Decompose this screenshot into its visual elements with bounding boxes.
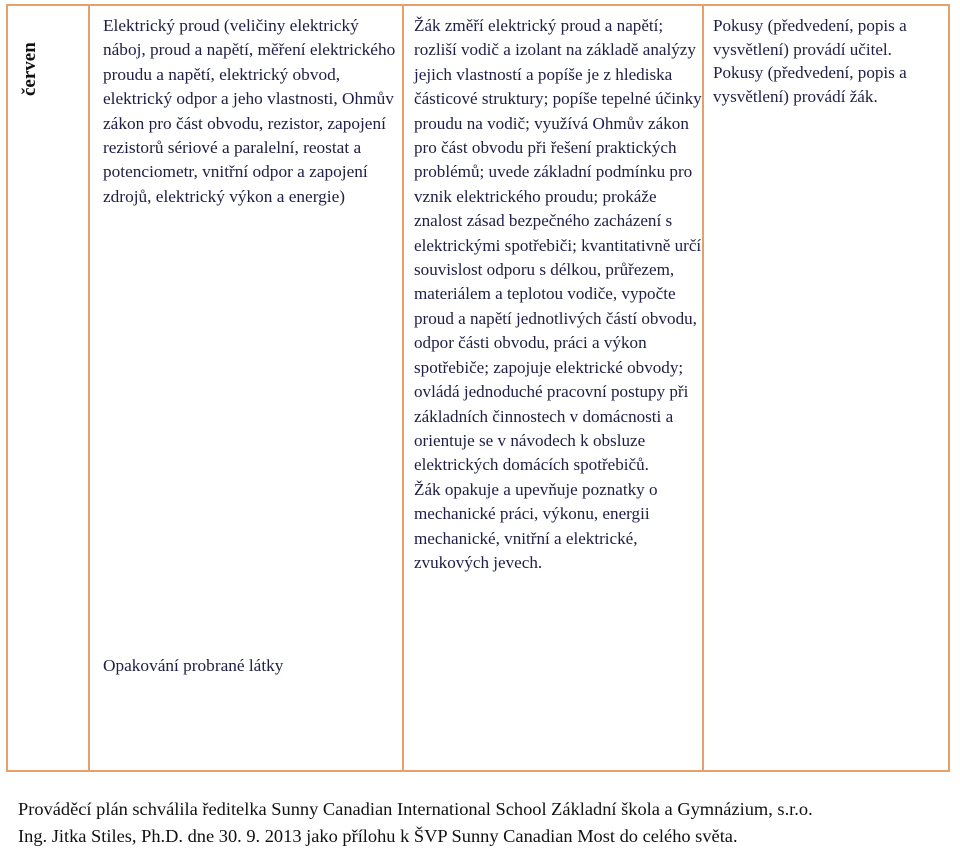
approval-footer — [18, 796, 960, 850]
curriculum-table — [6, 4, 950, 772]
topic-main-text: Elektrický proud (veličiny elektrický náboj, proud a napětí, měření elektrického proudu a napětí, elektrický obvod, elektrický odpor a jeho vlastnosti, Ohmův zákon pro část obvodu, rezistor, zapojení rezistorů sériové a paralelní, reostat a potenciometr, vnitřní odpor a zapojení zdrojů, elektrický výkon a energie) — [103, 16, 396, 206]
notes-student-text: Pokusy (předvedení, popis a vysvětlení) provádí žák. — [713, 63, 907, 106]
notes-column — [704, 6, 948, 770]
outcomes-column — [404, 6, 704, 770]
footer-line-2: Ing. Jitka Stiles, Ph.D. dne 30. 9. 2013 jako přílohu k ŠVP Sunny Canadian Most do celého světa. — [18, 826, 738, 846]
footer-line-1: Prováděcí plán schválila ředitelka Sunny Canadian International School Základní škola a Gymnázium, s.r.o. — [18, 799, 813, 819]
month-text: červen — [19, 42, 40, 96]
notes-teacher-text: Pokusy (předvedení, popis a vysvětlení) provádí učitel. — [713, 16, 907, 59]
outcomes-electricity-text: Žák změří elektrický proud a napětí; rozliší vodič a izolant na základě analýzy jejich vlastností a popíše je z hlediska částicové struktury; popíše tepelné účinky proudu na vodič; využívá Ohmův zákon pro část obvodu při řešení praktických problémů; uvede základní podmínku pro vznik elektrického proudu; prokáže znalost zásad bezpečného zacházení s elektrickými spotřebiči; kvantitativně určí souvislost odporu s délkou, průřezem, materiálem a teplotou vodiče, vypočte proud a napětí jednotlivých částí obvodu, odpor části obvodu, práci a výkon spotřebiče; zapojuje elektrické obvody; ovládá jednoduché pracovní postupy při základních činnostech v domácnosti a orientuje se v návodech k obsluze elektrických domácích spotřebičů. — [414, 16, 702, 475]
month-column — [8, 6, 90, 770]
notes-cell — [713, 14, 945, 108]
topic-review-text: Opakování probrané látky — [103, 656, 284, 675]
month-label — [19, 20, 43, 110]
topic-column — [90, 6, 404, 770]
outcomes-review-text: Žák opakuje a upevňuje poznatky o mechanické práci, výkonu, energii mechanické, vnitřní a elektrické, zvukových jevech. — [414, 479, 658, 572]
outcomes-cell — [414, 14, 704, 575]
